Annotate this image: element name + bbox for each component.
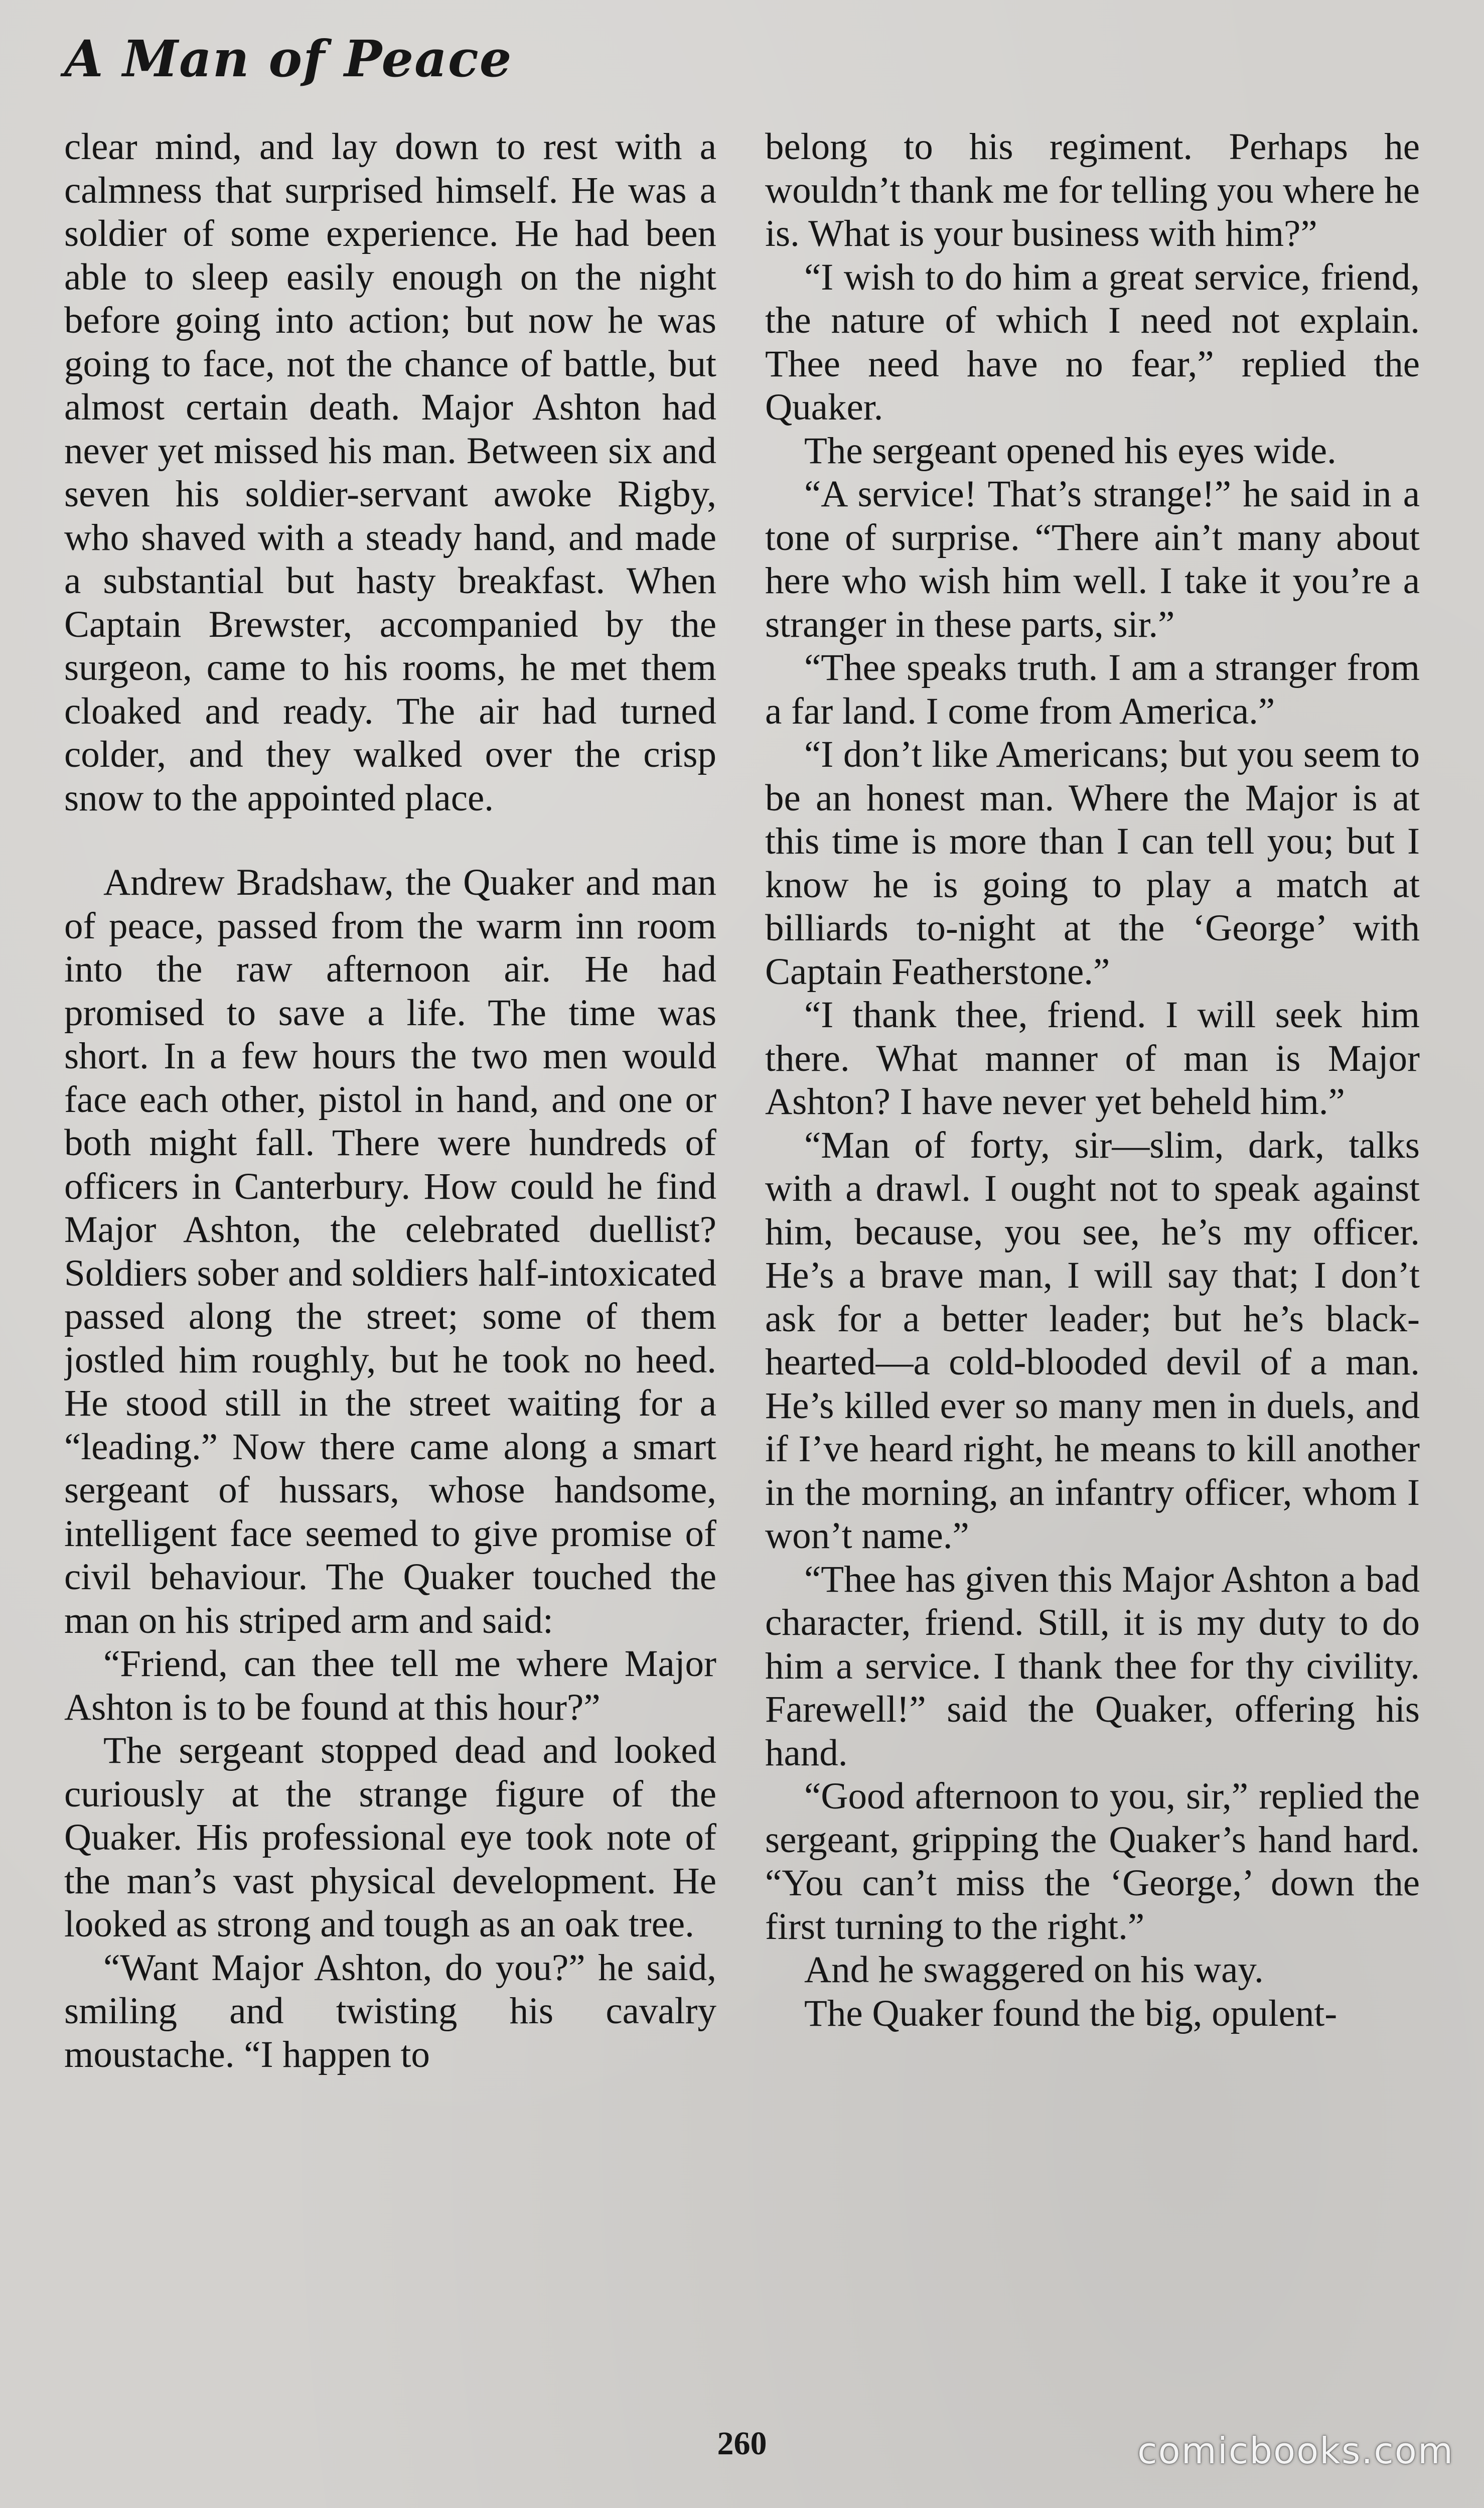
paragraph: “I don’t like Americans; but you seem to be an honest man. Where the Major is at this time is more than I can tell you; but I know he is going to play a match at billiards to-night at the ‘George’ with Captain Featherstone.” bbox=[765, 734, 1420, 993]
paragraph: “I thank thee, friend. I will seek him there. What manner of man is Major Ashton? I have never yet beheld him.” bbox=[765, 994, 1420, 1123]
paragraph: Andrew Bradshaw, the Quaker and man of peace, passed from the warm inn room into the raw afternoon air. He had promised to save a life. The time was short. In a few hours the two men would face each other, pistol in hand, and one or both might fall. There were hundreds of officers in Canterbury. How could he find Major Ashton, the celebrated duellist? Soldiers sober and soldiers half-intoxicated passed along the street; some of them jostled him roughly, but he took no heed. He stood still in the street waiting for a “leading.” Now there came along a smart sergeant of hussars, whose handsome, intelligent face seemed to give promise of civil behaviour. The Quaker touched the man on his striped arm and said: bbox=[64, 862, 716, 1641]
paragraph: The Quaker found the big, opulent- bbox=[804, 1992, 1338, 2034]
page-title: A Man of Peace bbox=[64, 29, 513, 88]
left-column bbox=[64, 125, 716, 2414]
paragraph: The sergeant opened his eyes wide. bbox=[804, 430, 1337, 472]
paragraph: “A service! That’s strange!” he said in a tone of surprise. “There ain’t many about here who wish him well. I take it you’re a stranger in these parts, sir.” bbox=[765, 473, 1420, 645]
paragraph: belong to his regiment. Perhaps he wouldn’t thank me for telling you where he is. What is your business with him?” bbox=[765, 126, 1420, 254]
paragraph: clear mind, and lay down to rest with a calmness that surprised himself. He was a soldier of some experience. He had been able to sleep easily enough on the night before going into action; but now he was going to face, not the chance of battle, but almost certain death. Major Ashton had never yet missed his man. Between six and seven his soldier-servant awoke Rigby, who shaved with a steady hand, and made a substantial but hasty breakfast. When Captain Brewster, accompanied by the surgeon, came to his rooms, he met them cloaked and ready. The air had turned colder, and they walked over the crisp snow to the appointed place. bbox=[64, 126, 716, 819]
paragraph: “Thee has given this Major Ashton a bad character, friend. Still, it is my duty to do him a service. I thank thee for thy civility. Farewell!” said the Quaker, offering his hand. bbox=[765, 1558, 1420, 1774]
paragraph: The sergeant stopped dead and looked curiously at the strange figure of the Quaker. His professional eye took note of the man’s vast physical development. He looked as strong and tough as an oak tree. bbox=[64, 1730, 716, 1945]
page-number: 260 bbox=[717, 2425, 767, 2462]
paragraph: “Man of forty, sir—slim, dark, talks with a drawl. I ought not to speak against him, because, you see, he’s my officer. He’s a brave man, I will say that; I don’t ask for a better leader; but he’s black-hearted—a cold-blooded devil of a man. He’s killed ever so many men in duels, and if I’ve heard right, he means to kill another in the morning, an infantry officer, whom I won’t name.” bbox=[765, 1124, 1420, 1557]
paragraph: “Thee speaks truth. I am a stranger from a far land. I come from America.” bbox=[765, 647, 1420, 732]
right-column bbox=[765, 125, 1420, 2414]
paragraph: “Friend, can thee tell me where Major Ashton is to be found at this hour?” bbox=[64, 1643, 716, 1728]
paragraph: “I wish to do him a great service, friend, the nature of which I need not explain. Thee need have no fear,” replied the Quaker. bbox=[765, 256, 1420, 428]
paragraph: “Want Major Ashton, do you?” he said, smiling and twisting his cavalry moustache. “I happen to bbox=[64, 1946, 716, 2075]
paragraph: And he swaggered on his way. bbox=[804, 1949, 1264, 1991]
paragraph: “Good afternoon to you, sir,” replied the sergeant, gripping the Quaker’s hand hard. “You can’t miss the ‘George,’ down the first turning to the right.” bbox=[765, 1775, 1420, 1947]
watermark: comicbooks.com bbox=[1137, 2430, 1454, 2472]
